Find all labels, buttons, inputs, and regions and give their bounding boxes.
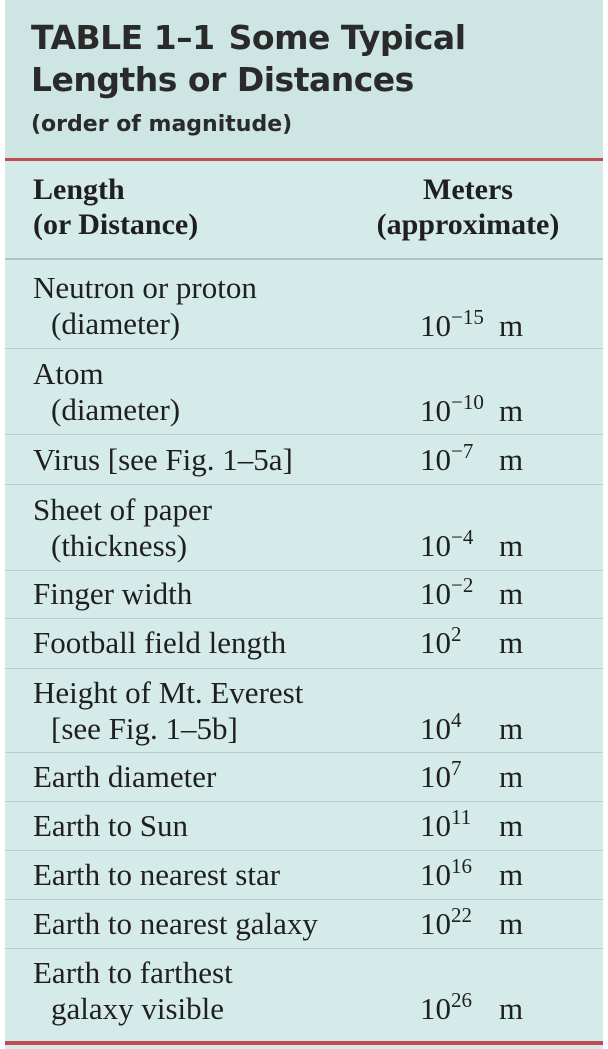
row-label — [33, 625, 286, 661]
row-label — [33, 576, 192, 612]
row-value-base: 10 — [420, 991, 451, 1026]
row-value — [420, 805, 524, 847]
row-label-line2: (diameter) — [51, 392, 181, 427]
row-divider — [5, 618, 603, 619]
row-divider — [5, 668, 603, 669]
row-value — [420, 622, 524, 664]
row-value-unit: m — [499, 991, 524, 1026]
top-accent-rule — [5, 158, 603, 161]
row-label-line1: Height of Mt. Everest — [33, 675, 304, 710]
row-value-base: 10 — [420, 576, 451, 611]
row-label — [33, 356, 180, 428]
row-divider — [5, 570, 603, 571]
row-value-unit: m — [499, 442, 524, 477]
row-value-base: 10 — [420, 442, 451, 477]
column-header-meters-line1: Meters — [423, 173, 513, 206]
row-label — [33, 955, 233, 1027]
row-label-line1: Finger width — [33, 576, 193, 611]
row-value — [420, 988, 524, 1030]
row-label-line1: Earth to nearest galaxy — [33, 906, 318, 941]
row-value — [420, 573, 524, 615]
row-label-line1: Sheet of paper — [33, 492, 213, 527]
row-value-exponent: 7 — [451, 756, 462, 780]
row-value — [420, 390, 524, 432]
row-label — [33, 492, 212, 564]
header-divider — [5, 258, 603, 260]
row-label-line2: [see Fig. 1–5b] — [51, 711, 238, 746]
row-value-base: 10 — [420, 711, 451, 746]
table-number: TABLE 1–1 — [31, 18, 215, 57]
row-label-line1: Earth to farthest — [33, 955, 233, 990]
table-title-block — [5, 0, 603, 158]
row-value-base: 10 — [420, 393, 451, 428]
row-value-unit: m — [499, 308, 524, 343]
row-divider — [5, 434, 603, 435]
row-label — [33, 442, 293, 478]
row-value-base: 10 — [420, 759, 451, 794]
row-value-unit: m — [499, 711, 524, 746]
column-header-length — [33, 172, 198, 242]
row-value-exponent: 22 — [451, 903, 472, 927]
row-value-base: 10 — [420, 906, 451, 941]
row-value-base: 10 — [420, 625, 451, 660]
row-value — [420, 903, 524, 945]
row-label-line1: Neutron or proton — [33, 270, 257, 305]
row-value — [420, 708, 524, 750]
row-label-line1: Earth diameter — [33, 759, 217, 794]
row-value-exponent: 2 — [451, 622, 462, 646]
row-value-unit: m — [499, 857, 524, 892]
row-label — [33, 808, 188, 844]
row-divider — [5, 484, 603, 485]
row-label-line1: Football field length — [33, 625, 287, 660]
row-value-unit: m — [499, 808, 524, 843]
row-label — [33, 857, 280, 893]
row-value-exponent: 4 — [451, 708, 462, 732]
table-subtitle: (order of magnitude) — [31, 112, 293, 137]
row-value-exponent: −7 — [451, 439, 474, 463]
row-value-exponent: −10 — [451, 390, 484, 414]
column-header-meters — [357, 172, 579, 242]
row-value-exponent: −2 — [451, 573, 474, 597]
row-value-unit: m — [499, 576, 524, 611]
row-divider — [5, 948, 603, 949]
bottom-accent-rule — [5, 1041, 603, 1045]
row-value-exponent: 16 — [451, 854, 472, 878]
row-value — [420, 305, 524, 347]
row-label-line2: galaxy visible — [51, 991, 225, 1026]
row-value-base: 10 — [420, 857, 451, 892]
table-heading-line2: Lengths or Distances — [31, 60, 414, 99]
row-value-unit: m — [499, 625, 524, 660]
column-header-meters-line2: (approximate) — [376, 208, 560, 241]
row-value-unit: m — [499, 528, 524, 563]
table-heading-line1: Some Typical — [228, 18, 466, 57]
row-divider — [5, 850, 603, 851]
lengths-table — [5, 0, 603, 1049]
row-value-base: 10 — [420, 308, 451, 343]
row-value-unit: m — [499, 759, 524, 794]
row-label-line2: (diameter) — [51, 306, 181, 341]
row-value-exponent: −4 — [451, 525, 474, 549]
column-header-length-line1: Length — [33, 173, 125, 206]
row-label-line1: Earth to Sun — [33, 808, 188, 843]
row-value — [420, 439, 524, 481]
row-value — [420, 525, 524, 567]
row-label — [33, 759, 216, 795]
row-value-unit: m — [499, 393, 524, 428]
row-divider — [5, 752, 603, 753]
row-label-line1: Atom — [33, 356, 104, 391]
row-divider — [5, 801, 603, 802]
row-label — [33, 906, 318, 942]
row-value-exponent: 11 — [451, 805, 472, 829]
row-divider — [5, 348, 603, 349]
row-value-exponent: 26 — [451, 988, 472, 1012]
row-value-unit: m — [499, 906, 524, 941]
table-title — [31, 18, 466, 57]
row-label-line1: Earth to nearest star — [33, 857, 281, 892]
column-header-length-line2: (or Distance) — [33, 208, 199, 241]
row-label — [33, 270, 257, 342]
row-label-line1: Virus [see Fig. 1–5a] — [33, 442, 293, 477]
row-value-exponent: −15 — [451, 305, 484, 329]
row-divider — [5, 899, 603, 900]
row-value — [420, 854, 524, 896]
row-value-base: 10 — [420, 528, 451, 563]
row-label-line2: (thickness) — [51, 528, 188, 563]
row-label — [33, 675, 303, 747]
row-value — [420, 756, 524, 798]
row-value-base: 10 — [420, 808, 451, 843]
